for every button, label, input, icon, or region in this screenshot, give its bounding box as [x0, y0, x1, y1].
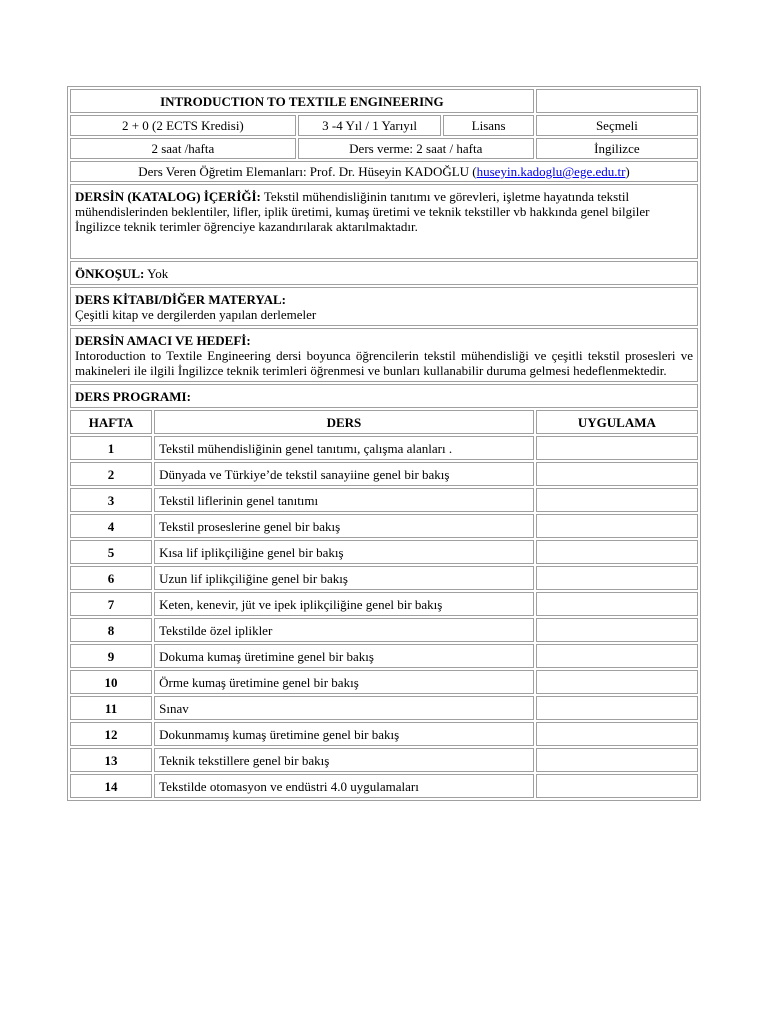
- course-credits: 2 + 0 (2 ECTS Kredisi): [70, 115, 296, 136]
- week-number: 6: [70, 566, 152, 590]
- week-topic: Teknik tekstillere genel bir bakış: [154, 748, 534, 772]
- week-topic: Sınav: [154, 696, 534, 720]
- week-practice: [536, 462, 698, 486]
- practice-header: UYGULAMA: [536, 410, 698, 434]
- table-row: [70, 566, 698, 590]
- instructor-line: Ders Veren Öğretim Elemanları: Prof. Dr. Hüseyin KADOĞLU (huseyin.kadoglu@ege.edu.tr): [70, 161, 698, 182]
- prereq-label: ÖNKOŞUL:: [75, 266, 145, 281]
- table-row: [70, 540, 698, 564]
- week-practice: [536, 488, 698, 512]
- table-row: [70, 514, 698, 538]
- program-label: DERS PROGRAMI:: [70, 384, 698, 408]
- course-term: 3 -4 Yıl / 1 Yarıyıl: [298, 115, 442, 136]
- week-topic: Tekstilde özel iplikler: [154, 618, 534, 642]
- week-practice: [536, 748, 698, 772]
- week-topic: Tekstil proseslerine genel bir bakış: [154, 514, 534, 538]
- table-row: [70, 644, 698, 668]
- week-topic: Dokuma kumaş üretimine genel bir bakış: [154, 644, 534, 668]
- week-number: 9: [70, 644, 152, 668]
- week-practice: [536, 566, 698, 590]
- table-row: [70, 488, 698, 512]
- course-delivery: Ders verme: 2 saat / hafta: [298, 138, 534, 159]
- course-language: İngilizce: [536, 138, 698, 159]
- material-text: Çeşitli kitap ve dergilerden yapılan derlemeler: [75, 307, 317, 322]
- material-section: [70, 287, 698, 326]
- week-topic: Örme kumaş üretimine genel bir bakış: [154, 670, 534, 694]
- catalog-label: DERSİN (KATALOG) İÇERİĞİ:: [75, 189, 261, 204]
- table-row: [70, 670, 698, 694]
- week-number: 7: [70, 592, 152, 616]
- course-hours: 2 saat /hafta: [70, 138, 296, 159]
- week-number: 13: [70, 748, 152, 772]
- catalog-section: [70, 184, 698, 259]
- course-level: Lisans: [443, 115, 533, 136]
- instructor-email-link[interactable]: huseyin.kadoglu@ege.edu.tr: [476, 164, 626, 179]
- table-row: [70, 436, 698, 460]
- table-row: [70, 722, 698, 746]
- course-header: DERS: [154, 410, 534, 434]
- table-row: [70, 462, 698, 486]
- week-practice: [536, 592, 698, 616]
- week-number: 1: [70, 436, 152, 460]
- prereq-section: [70, 261, 698, 285]
- week-number: 2: [70, 462, 152, 486]
- week-practice: [536, 540, 698, 564]
- week-topic: Uzun lif iplikçiliğine genel bir bakış: [154, 566, 534, 590]
- week-topic: Kısa lif iplikçiliğine genel bir bakış: [154, 540, 534, 564]
- course-type: Seçmeli: [536, 115, 698, 136]
- week-number: 11: [70, 696, 152, 720]
- week-practice: [536, 644, 698, 668]
- week-number: 8: [70, 618, 152, 642]
- week-topic: Tekstilde otomasyon ve endüstri 4.0 uygulamaları: [154, 774, 534, 798]
- table-row: [70, 774, 698, 798]
- week-topic: Tekstil mühendisliğinin genel tanıtımı, çalışma alanları .: [154, 436, 534, 460]
- course-syllabus-document: [67, 86, 701, 801]
- week-topic: Keten, kenevir, jüt ve ipek iplikçiliğine genel bir bakış: [154, 592, 534, 616]
- week-topic: Dünyada ve Türkiye’de tekstil sanayiine genel bir bakış: [154, 462, 534, 486]
- prereq-text: Yok: [144, 266, 169, 281]
- table-row: [70, 592, 698, 616]
- week-practice: [536, 436, 698, 460]
- aim-text: Intoroduction to Textile Engineering dersi boyunca öğrencilerin tekstil mühendisliği ve çeşitli tekstil prosesleri ve makineleri ile ilgili İngilizce teknik terimleri öğrenmesi ve bunları kullanabilir duruma gelmesi hedeflenmektedir.: [75, 348, 693, 378]
- table-row: [70, 748, 698, 772]
- week-practice: [536, 774, 698, 798]
- week-practice: [536, 670, 698, 694]
- empty-title-cell: [536, 89, 698, 113]
- week-header: HAFTA: [70, 410, 152, 434]
- material-label: DERS KİTABI/DİĞER MATERYAL:: [75, 292, 286, 307]
- week-number: 4: [70, 514, 152, 538]
- table-row: [70, 696, 698, 720]
- table-row: [70, 618, 698, 642]
- aim-section: [70, 328, 698, 382]
- week-number: 5: [70, 540, 152, 564]
- course-title: INTRODUCTION TO TEXTILE ENGINEERING: [70, 89, 534, 113]
- week-topic: Dokunmamış kumaş üretimine genel bir bakış: [154, 722, 534, 746]
- catalog-text: Tekstil mühendisliğinin tanıtımı ve görevleri, işletme hayatında tekstil mühendislerinden beklentiler, lifler, iplik üretimi, kumaş üretimi ve teknik tekstiller vb hakkında genel bilgiler İngilizce teknik terimler öğrenciye kazandırılarak aktarılmaktadır.: [75, 189, 650, 234]
- week-number: 10: [70, 670, 152, 694]
- week-practice: [536, 514, 698, 538]
- week-practice: [536, 696, 698, 720]
- week-practice: [536, 722, 698, 746]
- aim-label: DERSİN AMACI VE HEDEFİ:: [75, 333, 251, 348]
- week-number: 14: [70, 774, 152, 798]
- week-number: 3: [70, 488, 152, 512]
- week-number: 12: [70, 722, 152, 746]
- syllabus-table: [67, 86, 701, 801]
- week-topic: Tekstil liflerinin genel tanıtımı: [154, 488, 534, 512]
- week-practice: [536, 618, 698, 642]
